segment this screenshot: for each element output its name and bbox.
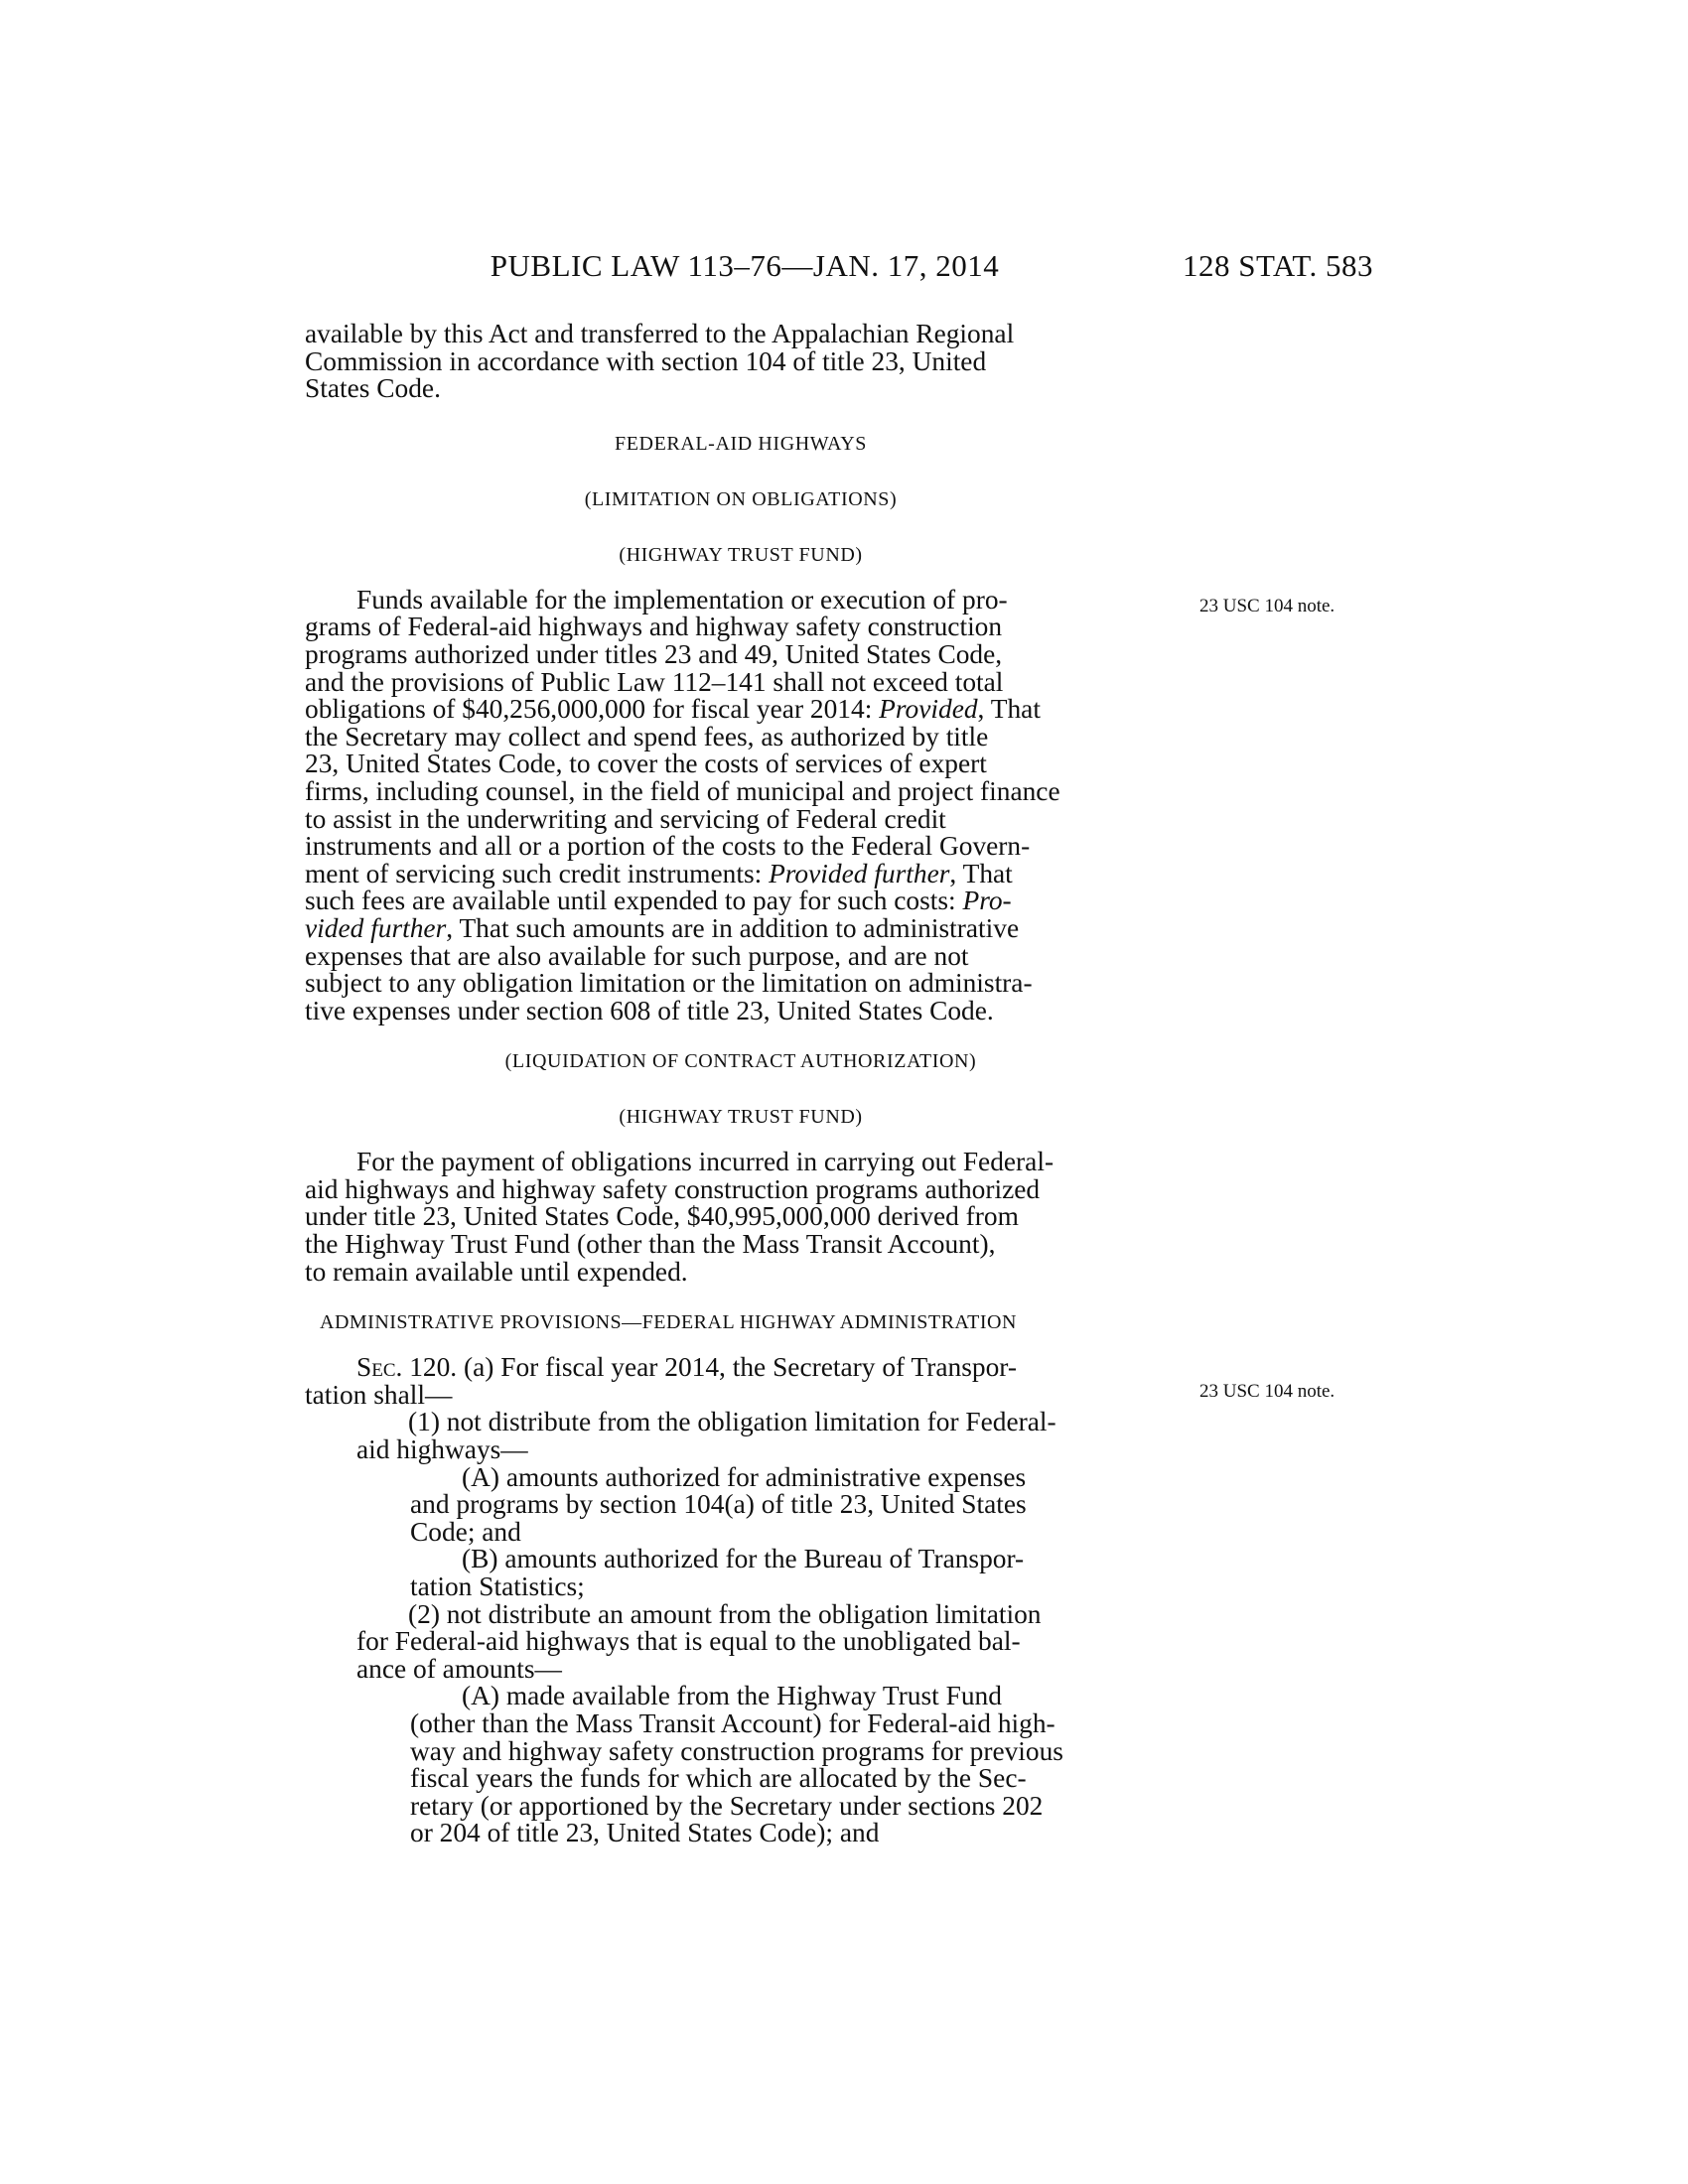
limitation-paragraph <box>305 584 1177 1025</box>
heading-administrative-provisions: ADMINISTRATIVE PROVISIONS—FEDERAL HIGHWAY ADMINISTRATION <box>320 1311 1017 1334</box>
heading-highway-trust-fund: (HIGHWAY TRUST FUND) <box>619 543 863 566</box>
liquidation-paragraph: For the payment of obligations incurred in carrying out Federal- aid highways and highway safety construction programs authorized under title 23, United States Code, $40,995,000,000 derived from the Highway Trust Fund (other than the Mass Transit Account), to remain available until expended. <box>305 1147 1055 1287</box>
italic-provided-further: Pro- vided further <box>305 886 1012 943</box>
list-item: (A) amounts authorized for administrative expenses and programs by section 104(a) of title 23, United States Code; and <box>410 1461 1027 1547</box>
paragraph-text: , That such fees are available until expended to pay for such costs: <box>305 858 1013 916</box>
heading-limitation-on-obligations: (LIMITATION ON OBLIGATIONS) <box>584 487 898 510</box>
paragraph-text: , That such amounts are in addition to administrative expenses that are also available for such purpose, and are not subject to any obligation limitation or the limitation on administra- tive expenses under section 608 of title 23, United States Code. <box>305 912 1033 1025</box>
margin-note: 23 USC 104 note. <box>1199 596 1336 616</box>
paragraph-text: , That the Secretary may collect and spend fees, as authorized by title 23, United States Code, to cover the costs of services of expert firms, including counsel, in the field of municipal and project finance to assist in the underwriting and servicing of Federal credit instruments and all or a portion of the costs to the Federal Govern- ment of servicing such credit instruments: <box>305 694 1060 888</box>
document-body <box>305 321 1177 1847</box>
italic-provided-further: Provided further <box>769 858 950 888</box>
section-label: Sec <box>356 1352 396 1383</box>
section-120-paragraph <box>305 1354 1177 1409</box>
heading-federal-aid-highways: FEDERAL-AID HIGHWAYS <box>614 432 868 455</box>
paragraph-text: Funds available for the implementation or execution of pro- grams of Federal-aid highways and highway safety construction programs authorized under titles 23 and 49, United States Code, and the provisions of Public Law 112–141 shall not exceed total obligations of $40,256,000,000 for fiscal year 2014: <box>305 584 1008 725</box>
italic-provided: Provided <box>879 694 978 725</box>
list-item: (A) made available from the Highway Trust Fund (other than the Mass Transit Account) for Federal-aid high- way and highway safety construction programs for previous fiscal years the funds for which are allocated by the Sec- retary (or apportioned by the Secretary under sections 202 or 204 of title 23, United States Code); and <box>410 1681 1063 1848</box>
margin-note: 23 USC 104 note. <box>1199 1381 1336 1402</box>
running-head-stat: 128 STAT. 583 <box>1182 248 1373 283</box>
paragraph-text: . 120. (a) For fiscal year 2014, the Secretary of Transpor- tation shall— <box>305 1352 1017 1410</box>
heading-highway-trust-fund: (HIGHWAY TRUST FUND) <box>619 1106 863 1129</box>
list-item: (2) not distribute an amount from the obligation limitation for Federal-aid highways that is equal to the unobligated bal- ance of amounts— <box>356 1598 1042 1684</box>
list-item: (1) not distribute from the obligation limitation for Federal- aid highways— <box>356 1407 1056 1465</box>
heading-liquidation-of-contract-authorization: (LIQUIDATION OF CONTRACT AUTHORIZATION) <box>504 1050 977 1073</box>
continuation-paragraph: available by this Act and transferred to the Appalachian Regional Commission in accordance with section 104 of title 23, United States Code. <box>305 319 1015 404</box>
running-head-title: PUBLIC LAW 113–76—JAN. 17, 2014 <box>490 248 1000 283</box>
list-item: (B) amounts authorized for the Bureau of Transpor- tation Statistics; <box>410 1544 1025 1601</box>
